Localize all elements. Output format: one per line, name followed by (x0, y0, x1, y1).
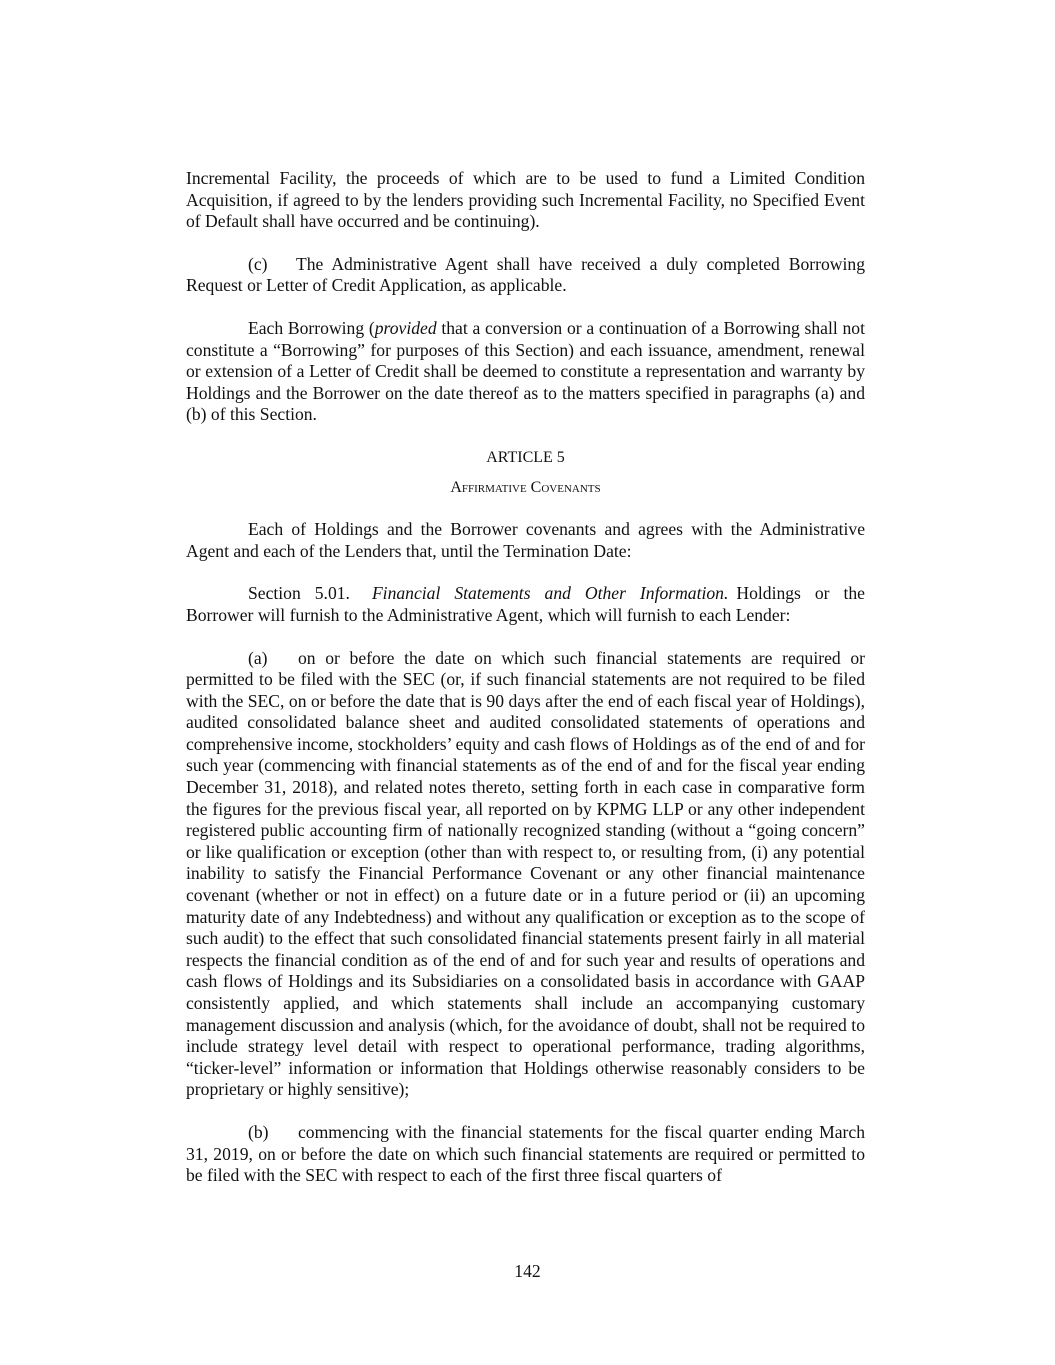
paragraph-b-text: commencing with the financial statements for the fiscal quarter ending March 31, 2019, on or before the date on which such financial statements are required or permitted to be filed with the SEC with respect to each of the first three fiscal quarters of (186, 1121, 865, 1186)
paragraph-b (186, 1122, 865, 1187)
paragraph-c-text: The Administrative Agent shall have received a duly completed Borrowing Request or Letter of Credit Application, as applicable. (186, 253, 865, 296)
paragraph-each-borrowing-italic: provided (374, 317, 437, 338)
document-body (186, 168, 865, 1187)
section-title: Financial Statements and Other Information. (371, 583, 729, 604)
section-number: Section 5.01. (248, 583, 350, 604)
paragraph-b-label: (b) (248, 1121, 269, 1142)
paragraph-covenants: Each of Holdings and the Borrower covenants and agrees with the Administrative Agent and each of the Lenders that, until the Termination Date: (186, 519, 865, 561)
paragraph-a-label: (a) (248, 647, 268, 668)
section-text: Holdings or the Borrower will furnish to the Administrative Agent, which will furnish to each Lender: (186, 583, 865, 625)
paragraph-a (186, 648, 865, 1101)
page-number: 142 (514, 1261, 541, 1281)
paragraph-each-borrowing-start: Each Borrowing ( (248, 317, 375, 338)
paragraph-c (186, 254, 865, 297)
article-title: Affirmative Covenants (450, 478, 601, 496)
paragraph-each-borrowing-rest: that a conversion or a continuation of a Borrowing shall not constitute a “Borrowing” for purposes of this Section) and each issuance, amendment, renewal or extension of a Letter of Credit shall be deemed to constitute a representation and warranty by Holdings and the Borrower on the date thereof as to the matters specified in paragraphs (a) and (b) of this Section. (186, 317, 865, 425)
paragraph-c-label: (c) (248, 253, 268, 274)
paragraph-each-borrowing (186, 318, 865, 426)
section-5-01 (186, 583, 865, 626)
article-number: ARTICLE 5 (486, 448, 565, 466)
paragraph-incremental-facility: Incremental Facility, the proceeds of which are to be used to fund a Limited Condition Acquisition, if agreed to by the lenders providing such Incremental Facility, no Specified Event of Default shall have occurred and be continuing). (186, 168, 865, 232)
paragraph-a-text: on or before the date on which such financial statements are required or permitted to be filed with the SEC (or, if such financial statements are not required to be filed with the SEC, on or before the date that is 90 days after the end of each fiscal year of Holdings), audited consolidated balance sheet and audited consolidated statements of operations and comprehensive income, stockholders’ equity and cash flows of Holdings as of the end of and for such year (commencing with financial statements as of the end of and for the fiscal year ending December 31, 2018), and related notes thereto, setting forth in each case in comparative form the figures for the previous fiscal year, all reported on by KPMG LLP or any other independent registered public accounting firm of nationally recognized standing (without a “going concern” or like qualification or exception (other than with respect to, or resulting from, (i) any potential inability to satisfy the Financial Performance Covenant or any other financial maintenance covenant (whether or not in effect) on a future date or in a future period or (ii) an upcoming maturity date of any Indebtedness) and without any qualification or exception as to the scope of such audit) to the effect that such consolidated financial statements present fairly in all material respects the financial condition as of the end of and for such year and results of operations and cash flows of Holdings and its Subsidiaries on a consolidated basis in accordance with GAAP consistently applied, and which statements shall include an accompanying customary management discussion and analysis (which, for the avoidance of doubt, shall not be required to include strategy level detail with respect to operational performance, trading algorithms, “ticker-level” information or information that Holdings otherwise reasonably considers to be proprietary or highly sensitive); (186, 647, 865, 1100)
